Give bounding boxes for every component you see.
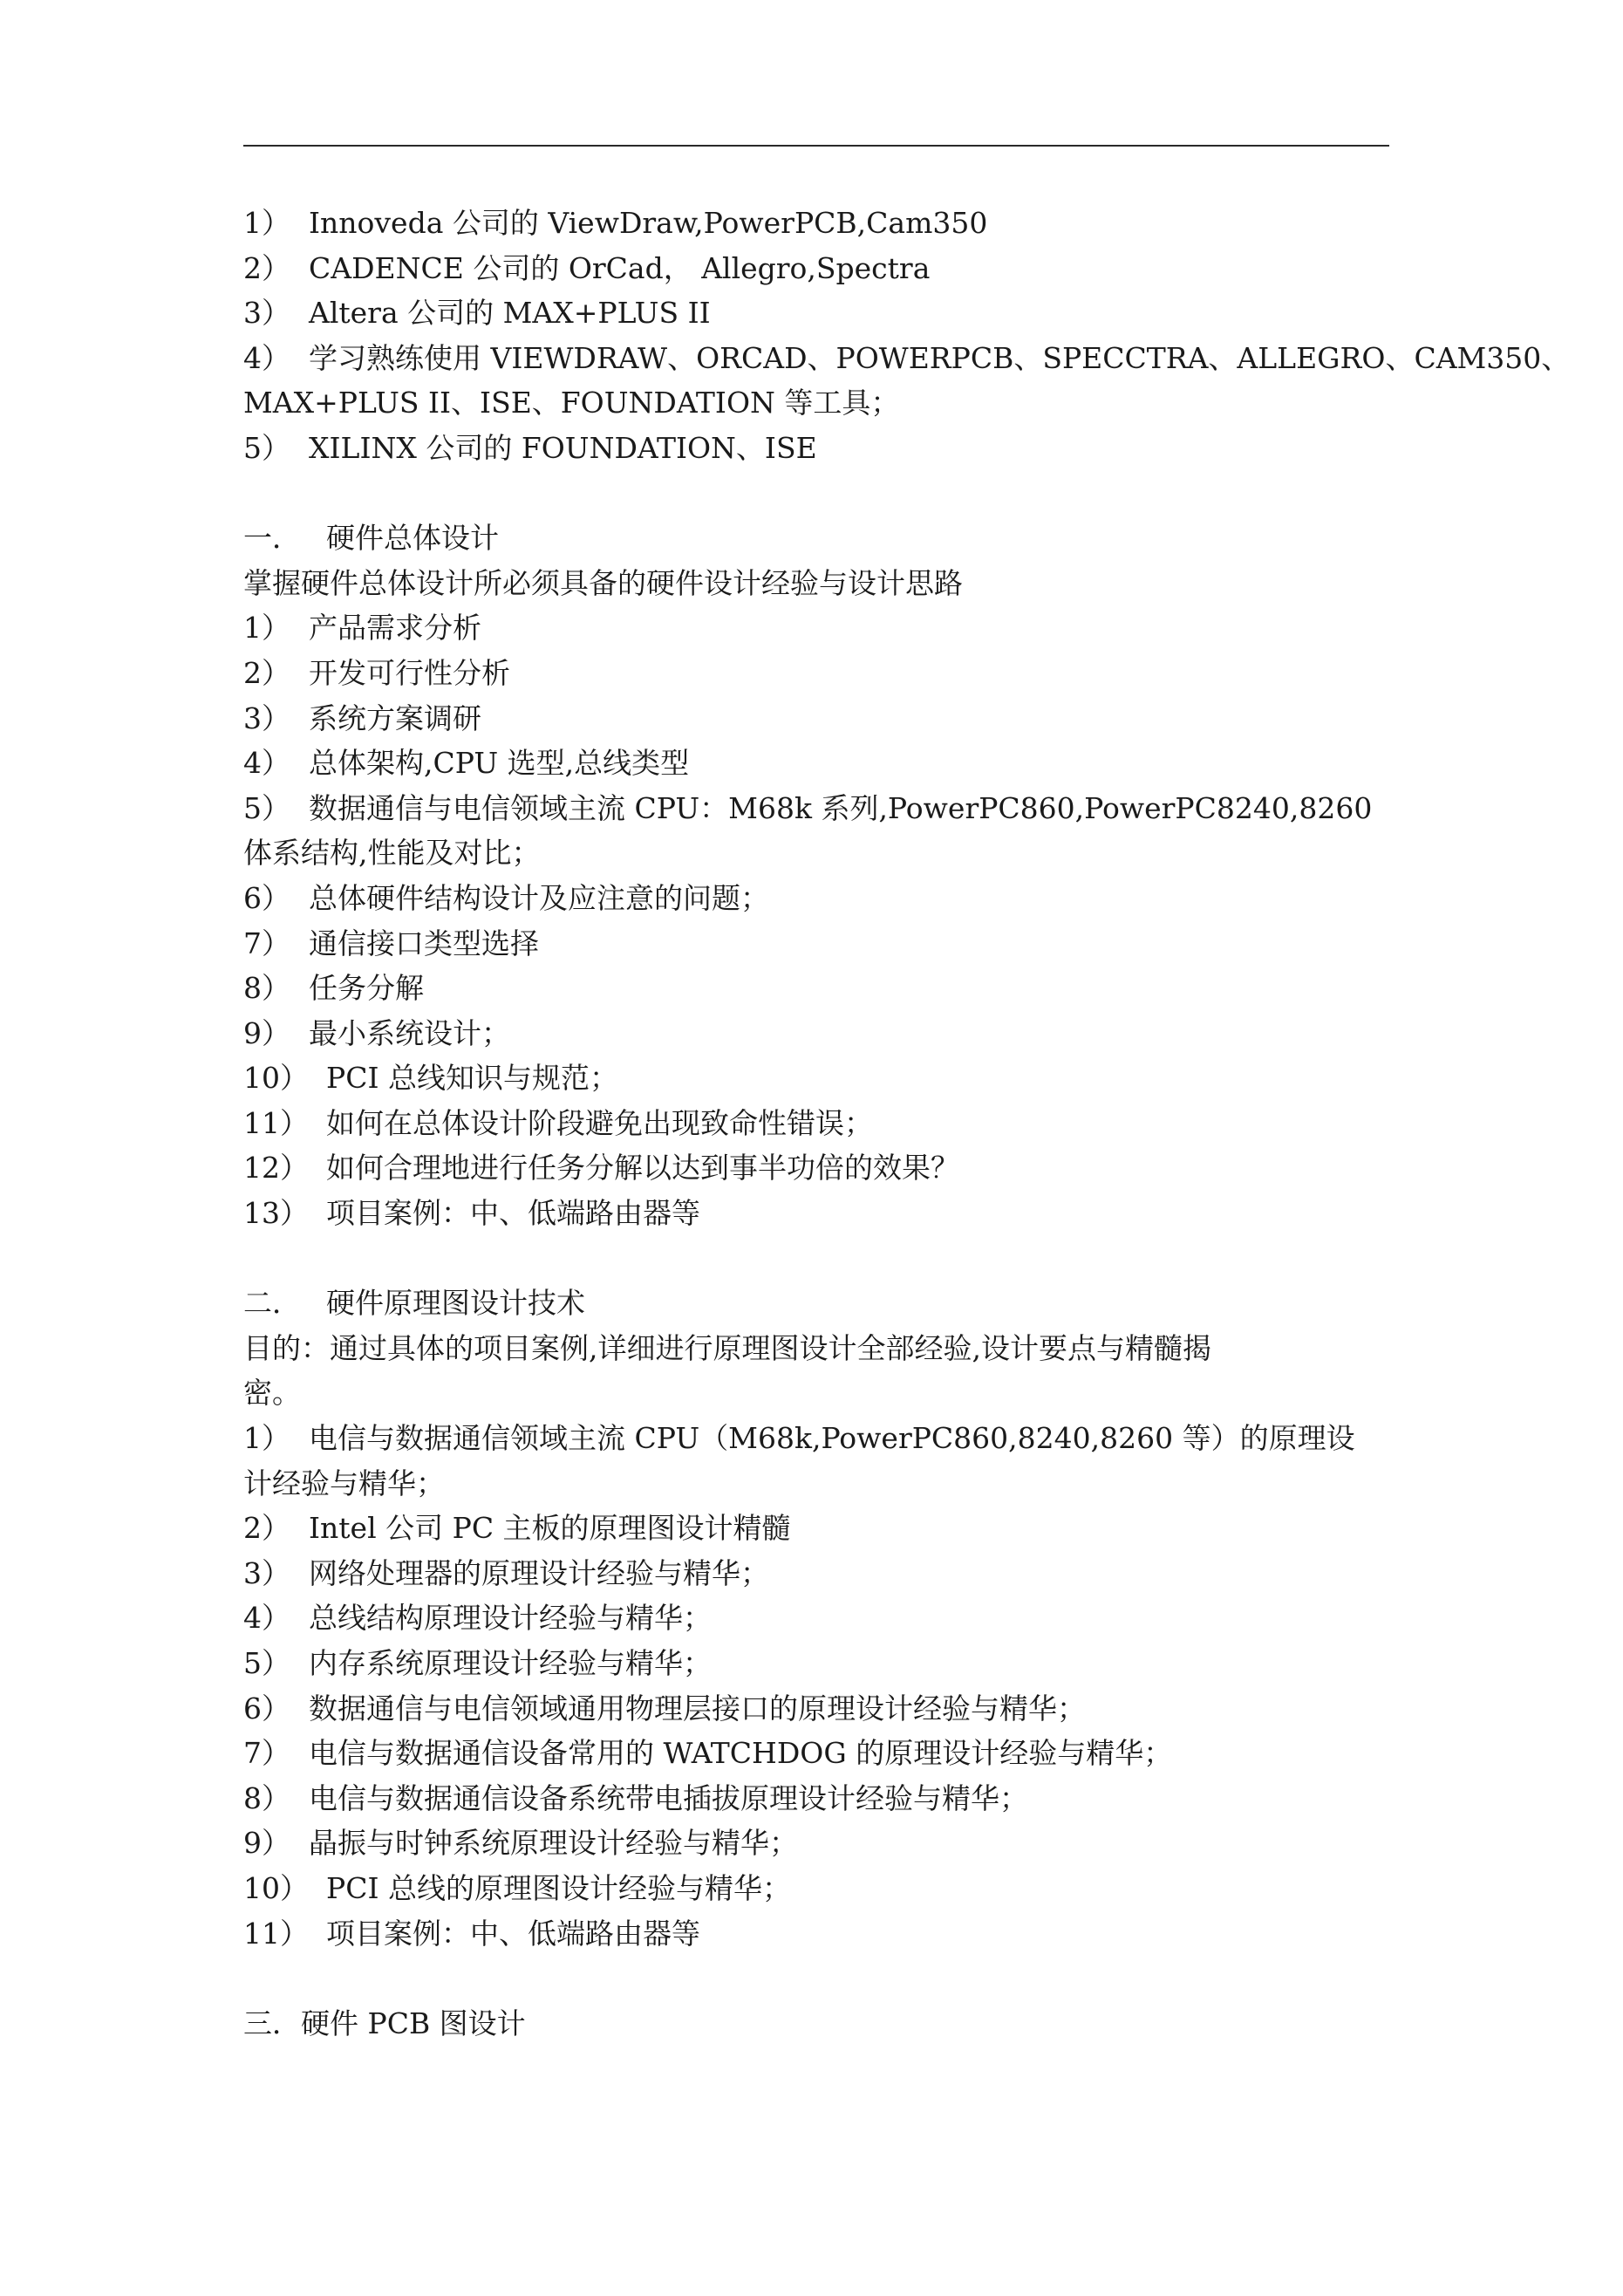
list-item: 2） CADENCE 公司的 OrCad， Allegro,Spectra [243,250,931,285]
list-item: 4） 总体架构,CPU 选型,总线类型 [243,746,690,781]
list-item: 1） Innoveda 公司的 ViewDraw,PowerPCB,Cam350 [243,206,988,240]
tools-list [243,201,1571,471]
section-heading: 一． 硬件总体设计 [243,521,499,556]
section-heading: 三．硬件 PCB 图设计 [243,2006,526,2040]
list-item: 5） XILINX 公司的 FOUNDATION、ISE [243,430,817,465]
section-heading: 二． 硬件原理图设计技术 [243,1286,585,1321]
list-item: 3） Altera 公司的 MAX+PLUS II [243,296,711,331]
section-schematic-design [243,1281,1395,1956]
list-item-continuation: 体系结构,性能及对比； [243,836,541,871]
list-item: 8） 电信与数据通信设备系统带电插拔原理设计经验与精华； [243,1780,1028,1815]
list-item: 8） 任务分解 [243,971,424,1006]
list-item-continuation: 计经验与精华； [243,1466,445,1500]
list-item: 6） 数据通信与电信领域通用物理层接口的原理设计经验与精华； [243,1691,1086,1725]
list-item: 7） 电信与数据通信设备常用的 WATCHDOG 的原理设计经验与精华； [243,1736,1173,1771]
list-item: 13） 项目案例：中、低端路由器等 [243,1196,700,1231]
list-item: 4） 学习熟练使用 VIEWDRAW、ORCAD、POWERPCB、SPECCTRA、ALLEGRO、CAM350、 [243,340,1571,375]
list-item-continuation: MAX+PLUS II、ISE、FOUNDATION 等工具； [243,386,900,420]
list-item: 4） 总线结构原理设计经验与精华； [243,1601,712,1636]
list-item: 9） 最小系统设计； [243,1015,510,1050]
document-body [243,201,1571,2046]
list-item: 2） Intel 公司 PC 主板的原理图设计精髓 [243,1511,791,1546]
list-item: 5） 数据通信与电信领域主流 CPU：M68k 系列,PowerPC860,PowerPC8240,8260 [243,790,1373,825]
list-item: 12） 如何合理地进行任务分解以达到事半功倍的效果？ [243,1151,959,1186]
section-intro: 掌握硬件总体设计所必须具备的硬件设计经验与设计思路 [243,565,963,600]
list-item: 10） PCI 总线知识与规范； [243,1061,618,1096]
section-intro: 目的：通过具体的项目案例,详细进行原理图设计全部经验,设计要点与精髓揭 [243,1330,1211,1365]
list-item: 5） 内存系统原理设计经验与精华； [243,1646,712,1680]
list-item: 3） 网络处理器的原理设计经验与精华； [243,1555,769,1590]
list-item: 1） 产品需求分析 [243,611,481,646]
list-item: 1） 电信与数据通信领域主流 CPU（M68k,PowerPC860,8240,8260 等）的原理设 [243,1421,1355,1456]
section-intro-continuation: 密。 [243,1376,301,1411]
header-rule [243,145,1389,147]
list-item: 7） 通信接口类型选择 [243,926,539,960]
section-overall-design [243,516,1395,1236]
list-item: 6） 总体硬件结构设计及应注意的问题； [243,880,769,915]
list-item: 11） 项目案例：中、低端路由器等 [243,1916,700,1951]
section-pcb-design [243,2001,1395,2047]
list-item: 9） 晶振与时钟系统原理设计经验与精华； [243,1826,798,1861]
list-item: 11） 如何在总体设计阶段避免出现致命性错误； [243,1105,873,1140]
list-item: 2） 开发可行性分析 [243,655,510,690]
list-item: 3） 系统方案调研 [243,700,481,735]
list-item: 10） PCI 总线的原理图设计经验与精华； [243,1870,791,1905]
